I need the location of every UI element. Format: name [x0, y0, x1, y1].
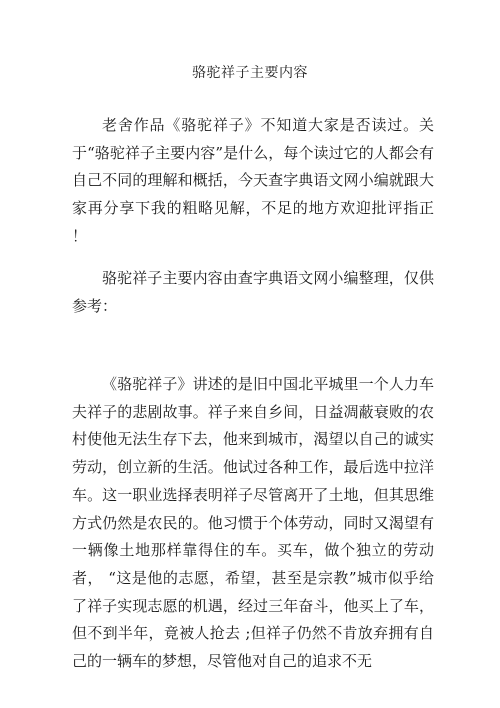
document-title: 骆驼祥子主要内容: [192, 65, 308, 81]
paragraph-summary: 《骆驼祥子》讲述的是旧中国北平城里一个人力车夫祥子的悲剧故事。祥子来自乡间，日益凋蔽衰败的农村使他无法生存下去，他来到城市，渴望以自己的诚实劳动，创立新的生活。他试过各种工作，最后选中拉洋车。这一职业选择表明祥子尽管离开了土地，但其思维方式仍然是农民的。他习惯于个体劳动，同时又渴望有一辆像土地那样靠得住的车。买车，做个独立的劳动者， “这是他的志愿，希望，甚至是宗教”城市似乎给了祥子实现志愿的机遇，经过三年奋斗，他买上了车，但不到半年，竟被人抢去 ;但祥子仍然不肯放弃拥有自己的一辆车的梦想，尽管他对自己的追求不无: [72, 375, 434, 671]
paragraph-source-note: 骆驼祥子主要内容由查字典语文网小编整理，仅供参考：: [72, 269, 434, 315]
paragraph-intro: 老舍作品《骆驼祥子》不知道大家是否读过。关于“骆驼祥子主要内容”是什么，每个读过它的人都会有自己不同的理解和概括，今天查字典语文网小编就跟大家再分享下我的粗略见解，不足的地方欢迎批评指正 ！: [72, 116, 434, 245]
